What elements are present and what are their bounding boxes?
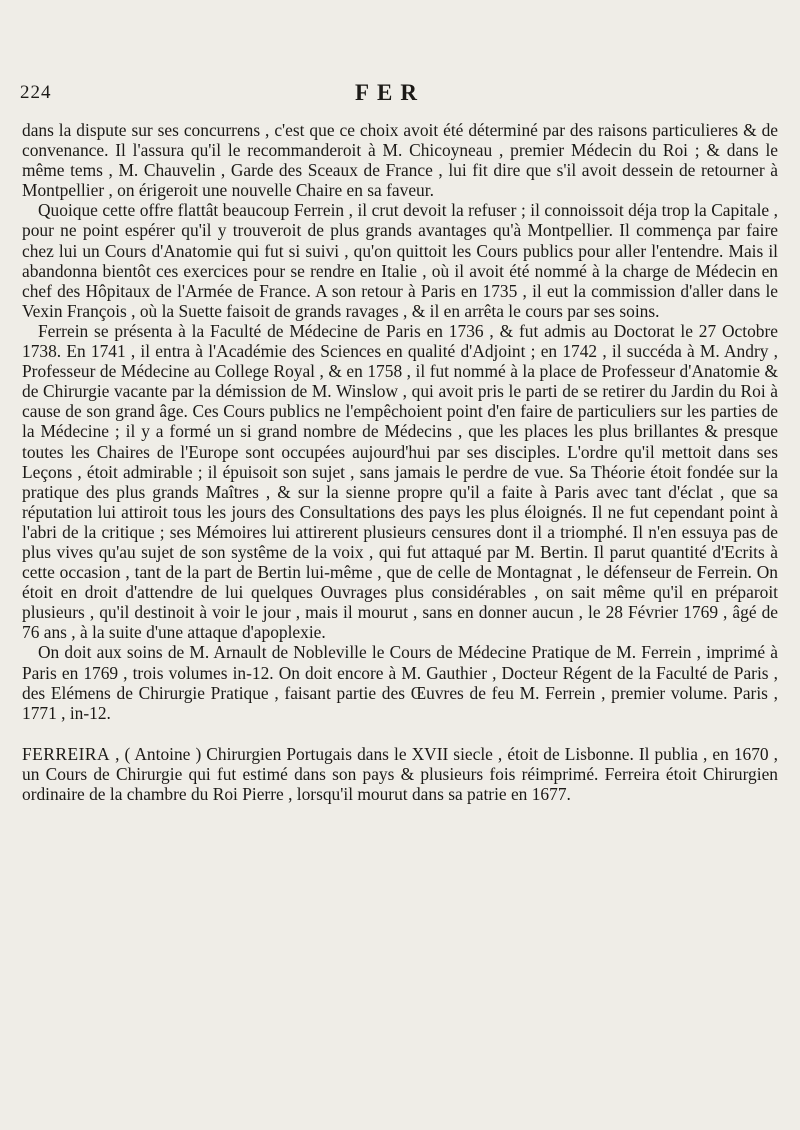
paragraph-3: Ferrein se présenta à la Faculté de Médecine de Paris en 1736 , & fut admis au Doctorat le 27 Octobre 1738. En 1741 , il entra à l'Académie des Sciences en qualité d'Adjoint ; en 1742 , il succéda à M. Andry , Professeur de Médecine au College Royal , & en 1758 , il fut nommé à la place de Professeur d'Anatomie & de Chirurgie vacante par la démission de M. Winslow , qui avoit pris le parti de se retirer du Jardin du Roi à cause de son grand âge. Ces Cours publics ne l'empêchoient point d'en faire de particuliers sur les parties de la Médecine ; il y a formé un si grand nombre de Médecins , que les places les plus brillantes & presque toutes les Chaires de l'Europe sont occupées aujourd'hui par ses disciples. L'ordre qu'il mettoit dans ses Leçons , étoit admirable ; il épuisoit son sujet , sans jamais le perdre de vue. Sa Théorie étoit fondée sur la pratique des plus grands Maîtres , & sur la sienne propre qu'il a faite à Paris avec tant d'éclat , que sa réputation lui attiroit tous les jours des Consultations des pays les plus éloignés. Il ne fut cependant point à l'abri de la critique ; ses Mémoires lui attirerent plusieurs censures dont il a triomphé. Il n'en essuya pas de plus vives qu'au sujet de son systême de la voix , qui fut attaqué par M. Bertin. Il parut quantité d'Ecrits à cette occasion , tant de la part de Bertin lui-même , que de celle de Montagnat , le défenseur de Ferrein. On étoit en droit d'attendre de lui quelques Ouvrages plus considérables , on sait même qu'il en préparoit plusieurs , qu'il destinoit à voir le jour , mais il mourut , sans en donner aucun , le 28 Février 1769 , âgé de 76 ans , à la suite d'une attaque d'apoplexie. <box>22 320 778 643</box>
page-header <box>20 82 780 112</box>
running-head: FER <box>355 80 425 105</box>
entry-name: FERREIRA <box>22 743 111 764</box>
page-number: 224 <box>20 82 52 103</box>
paragraph-4: On doit aux soins de M. Arnault de Nobleville le Cours de Médecine Pratique de M. Ferrein , imprimé à Paris en 1769 , trois volumes in-12. On doit encore à M. Gauthier , Docteur Régent de la Faculté de Paris , des Elémens de Chirurgie Pratique , faisant partie des Œuvres de feu M. Ferrein , premier volume. Paris , 1771 , in-12. <box>22 642 778 723</box>
paragraph-2: Quoique cette offre flattât beaucoup Ferrein , il crut devoit la refuser ; il connoissoit déja trop la Capitale , pour ne point espérer qu'il y trouveroit de plus grands avantages qu'à Montpellier. Il commença par faire chez lui un Cours d'Anatomie qui fut si suivi , qu'on quittoit les Cours publics pour aller l'entendre. Mais il abandonna bientôt ces exercices pour se rendre en Italie , où il avoit été nommé à la charge de Médecin en chef des Hôpitaux de l'Armée de France. A son retour à Paris en 1735 , il eut la commission d'aller dans le Vexin François , où la Suette faisoit de grands ravages , & il en arrêta le cours par ses soins. <box>22 200 778 321</box>
entry-ferreira <box>22 744 778 804</box>
body-text <box>22 120 778 804</box>
paragraph-1: dans la dispute sur ses concurrens , c'est que ce choix avoit été déterminé par des raisons particulieres & de convenance. Il l'assura qu'il le recommanderoit à M. Chicoyneau , premier Médecin du Roi ; & dans le même tems , M. Chauvelin , Garde des Sceaux de France , lui fit dire que s'il avoit dessein de retourner à Montpellier , on érigeroit une nouvelle Chaire en sa faveur. <box>22 120 778 201</box>
entry-text: , ( Antoine ) Chirurgien Portugais dans le XVII siecle , étoit de Lisbonne. Il publia , en 1670 , un Cours de Chirurgie qui fut estimé dans son pays & plusieurs fois réimprimé. Ferreira étoit Chirurgien ordinaire de la chambre du Roi Pierre , lorsqu'il mourut dans sa patrie en 1677. <box>22 743 778 804</box>
